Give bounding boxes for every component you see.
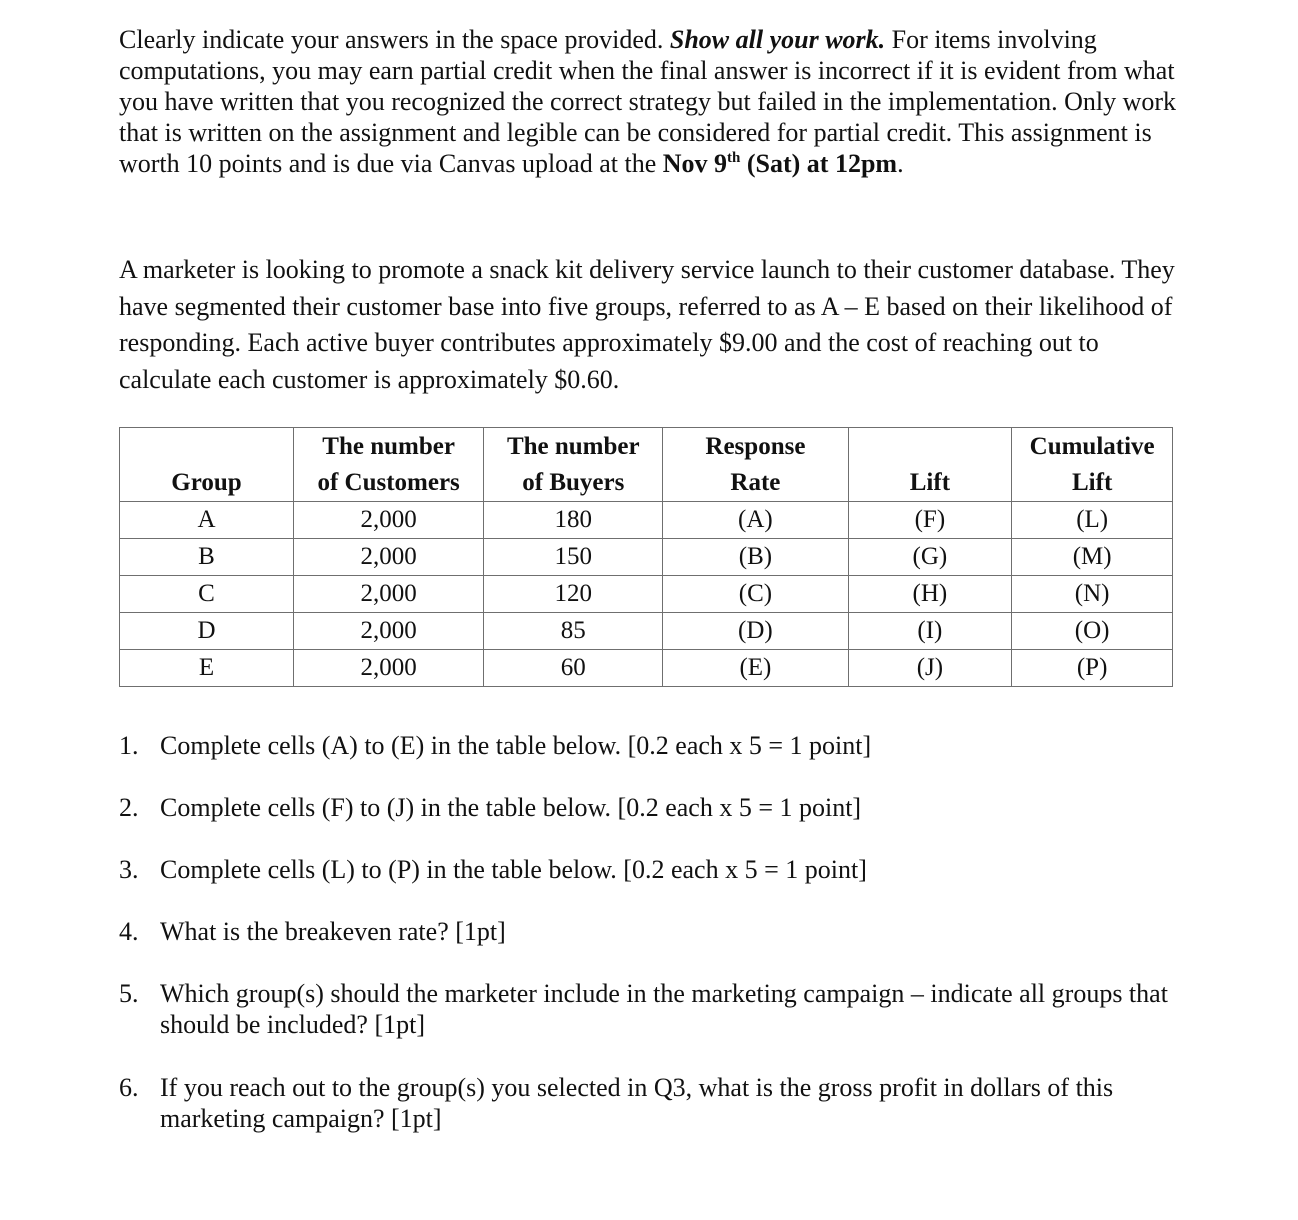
cell-cumulative-lift: (L) [1012, 502, 1173, 539]
question-3 [119, 854, 1179, 885]
header-response-line1: Response [705, 433, 806, 460]
header-cumulative-line1: Cumulative [1029, 433, 1155, 460]
question-text: What is the breakeven rate? [1pt] [160, 917, 506, 946]
instructions-emphasis: Show all your work. [669, 25, 886, 54]
header-group [120, 428, 294, 502]
cell-group: A [120, 502, 294, 539]
cell-response-rate: (A) [663, 502, 848, 539]
due-date [663, 149, 897, 178]
header-lift [848, 428, 1012, 502]
instructions-part1: Clearly indicate your answers in the space provided. [119, 25, 670, 54]
cell-lift: (F) [848, 502, 1012, 539]
cell-lift: (H) [848, 576, 1012, 613]
cell-buyers: 120 [484, 576, 663, 613]
question-5 [119, 978, 1179, 1040]
cell-buyers: 150 [484, 539, 663, 576]
header-response-rate [663, 428, 848, 502]
cell-group: E [120, 650, 294, 687]
cell-response-rate: (D) [663, 613, 848, 650]
cell-customers: 2,000 [293, 613, 483, 650]
cell-response-rate: (C) [663, 576, 848, 613]
table-row [120, 539, 1173, 576]
cell-buyers: 180 [484, 502, 663, 539]
instructions-part2: For items involving computations, you may earn partial credit when the final answer is incorrect if it is evident from what you have written that you recognized the correct strategy but failed in the implementation. Only work that is written on the assignment and legible can be considered for partial credit. This assignment is worth 10 points and is due via Canvas upload at the [119, 25, 1176, 178]
header-buyers-line1: The number [506, 433, 640, 460]
due-day: Nov 9 [662, 149, 728, 178]
question-number: 1. [119, 731, 139, 760]
question-text: If you reach out to the group(s) you selected in Q3, what is the gross profit in dollars of this marketing campaign? [1pt] [160, 1073, 1114, 1133]
instructions-paragraph [119, 24, 1179, 179]
cell-cumulative-lift: (P) [1012, 650, 1173, 687]
cell-buyers: 85 [484, 613, 663, 650]
question-text: Which group(s) should the marketer include in the marketing campaign – indicate all groups that should be included? [1pt] [160, 979, 1168, 1039]
cell-customers: 2,000 [293, 650, 483, 687]
header-customers-line1: The number [322, 433, 455, 460]
question-number: 3. [119, 855, 139, 884]
table-row [120, 613, 1173, 650]
header-buyers [484, 428, 663, 502]
segments-table [119, 427, 1173, 687]
assignment-page [119, 24, 1179, 1133]
scenario-paragraph: A marketer is looking to promote a snack kit delivery service launch to their customer database. They have segmented their customer base into five groups, referred to as A – E based on their likelihood of responding. Each active buyer contributes approximately $9.00 and the cost of reaching out to calculate each customer is approximately $0.60. [119, 255, 1175, 394]
header-response-line2: Rate [730, 469, 781, 496]
table-header-row [120, 428, 1173, 502]
cell-customers: 2,000 [293, 539, 483, 576]
header-customers-line2: of Customers [317, 469, 460, 496]
header-group-line2: Group [171, 469, 242, 496]
cell-response-rate: (E) [663, 650, 848, 687]
header-cumulative-line2: Lift [1072, 469, 1113, 496]
header-buyers-line2: of Buyers [522, 469, 625, 496]
header-customers [293, 428, 483, 502]
due-time: (Sat) at 12pm [740, 149, 898, 178]
question-1 [119, 730, 1179, 761]
question-text: Complete cells (L) to (P) in the table below. [0.2 each x 5 = 1 point] [160, 855, 867, 884]
cell-lift: (G) [848, 539, 1012, 576]
question-number: 5. [119, 979, 139, 1008]
question-2 [119, 792, 1179, 823]
header-cumulative-lift [1012, 428, 1173, 502]
cell-lift: (J) [848, 650, 1012, 687]
instructions-end: . [897, 149, 904, 178]
table-row [120, 576, 1173, 613]
question-6 [119, 1072, 1179, 1134]
cell-buyers: 60 [484, 650, 663, 687]
question-text: Complete cells (A) to (E) in the table below. [0.2 each x 5 = 1 point] [160, 731, 872, 760]
header-lift-line2: Lift [909, 469, 951, 496]
due-day-suffix: th [727, 150, 741, 166]
cell-response-rate: (B) [663, 539, 848, 576]
cell-customers: 2,000 [293, 576, 483, 613]
cell-group: B [120, 539, 294, 576]
question-4 [119, 916, 1179, 947]
cell-group: C [120, 576, 294, 613]
cell-customers: 2,000 [293, 502, 483, 539]
cell-cumulative-lift: (M) [1012, 539, 1173, 576]
cell-group: D [120, 613, 294, 650]
question-text: Complete cells (F) to (J) in the table below. [0.2 each x 5 = 1 point] [160, 793, 862, 822]
table-row [120, 650, 1173, 687]
question-number: 6. [119, 1073, 139, 1102]
cell-cumulative-lift: (N) [1012, 576, 1173, 613]
table-row [120, 502, 1173, 539]
question-number: 2. [119, 793, 139, 822]
cell-lift: (I) [848, 613, 1012, 650]
cell-cumulative-lift: (O) [1012, 613, 1173, 650]
question-number: 4. [119, 917, 139, 946]
